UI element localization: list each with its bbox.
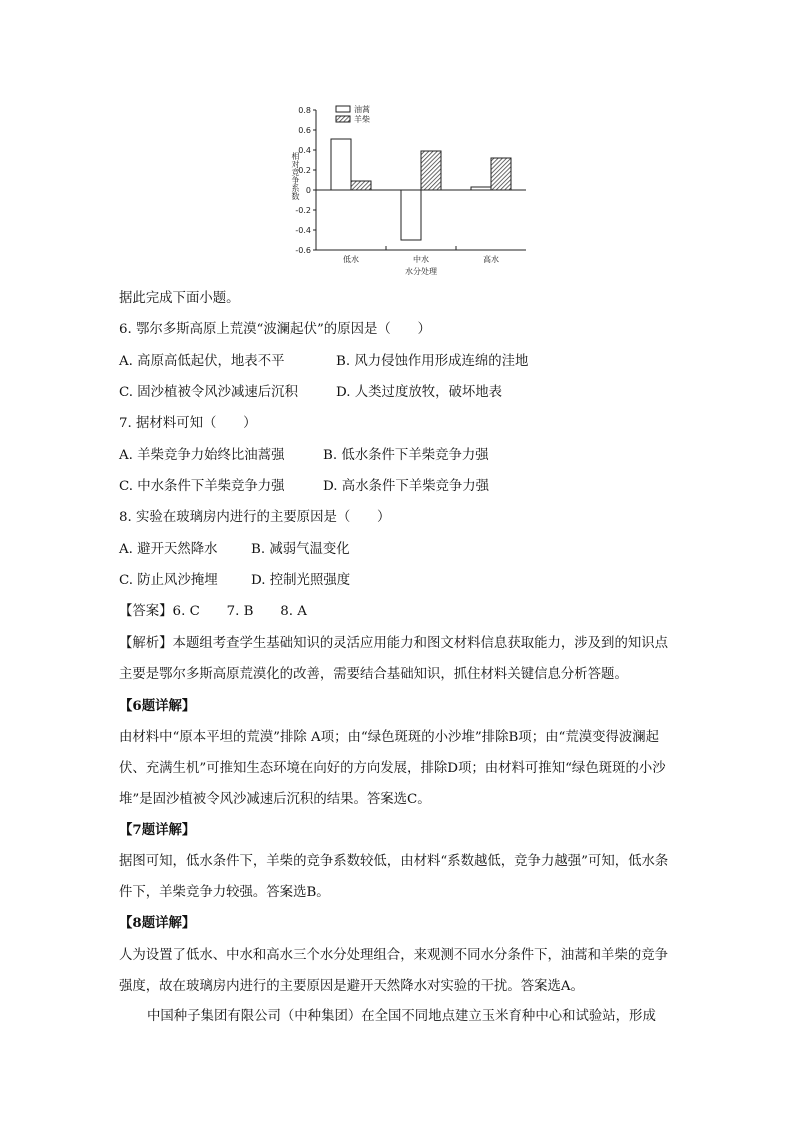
x-tick-label: 高水 — [483, 255, 499, 264]
q8-option-a: A. 避开天然降水 — [119, 542, 218, 557]
legend-swatch — [336, 106, 350, 112]
y-tick-label: -0.6 — [295, 246, 311, 255]
y-tick-label: 0.2 — [298, 166, 311, 175]
answer-line: 【答案】6. C 7. B 8. A — [119, 604, 307, 619]
detail-7-heading: 【7题详解】 — [119, 822, 196, 838]
analysis-paragraph: 【解析】本题组考查学生基础知识的灵活应用能力和图文材料信息获取能力，涉及到的知识点主要是鄂尔多斯高原荒漠化的改善，需要结合基础知识，抓住材料关键信息分析答题。 — [119, 636, 669, 682]
question-7: 7. 据材料可知（ ） — [119, 416, 257, 431]
bar-羊柴 — [491, 158, 511, 190]
detail-6-paragraph: 由材料中“原本平坦的荒漠”排除 A项；由“绿色斑斑的小沙堆”排除B项；由“荒漠变得波澜起伏、充满生机”可推知生态环境在向好的方向发展，排除D项；由材料可推知“绿色斑斑的小沙堆”是固沙植被令风沙减速后沉积的结果。答案选C。 — [119, 730, 666, 807]
chart-svg — [278, 102, 528, 278]
y-tick-label: -0.2 — [295, 206, 311, 215]
y-tick-label: 0.8 — [298, 106, 311, 115]
bar-油蒿 — [401, 190, 421, 240]
x-tick-label: 低水 — [343, 255, 359, 264]
legend-label: 油蒿 — [354, 105, 370, 114]
q7-option-b: B. 低水条件下羊柴竞争力强 — [323, 448, 489, 463]
bar-chart — [278, 102, 528, 278]
q7-option-c: C. 中水条件下羊柴竞争力强 — [119, 479, 285, 494]
legend-swatch — [336, 116, 350, 122]
q8-option-b: B. 减弱气温变化 — [251, 542, 350, 557]
q7-option-a: A. 羊柴竞争力始终比油蒿强 — [119, 448, 285, 463]
y-axis-label: 相对竞争系数 — [291, 152, 300, 200]
q6-option-c: C. 固沙植被令风沙减速后沉积 — [119, 385, 298, 400]
x-axis-title: 水分处理 — [405, 267, 437, 276]
y-tick-label: 0 — [305, 186, 311, 195]
detail-7-paragraph: 据图可知，低水条件下，羊柴的竞争系数较低，由材料“系数越低，竞争力越强”可知，低水条件下，羊柴竞争力较强。答案选B。 — [119, 854, 669, 900]
question-8: 8. 实验在玻璃房内进行的主要原因是（ ） — [119, 510, 391, 525]
question-6: 6. 鄂尔多斯高原上荒漠“波澜起伏”的原因是（ ） — [119, 322, 431, 337]
q6-option-a: A. 高原高低起伏，地表不平 — [119, 354, 285, 369]
q8-option-c: C. 防止风沙掩埋 — [119, 573, 218, 588]
bar-羊柴 — [421, 151, 441, 190]
detail-8-heading: 【8题详解】 — [119, 915, 196, 931]
q6-option-b: B. 风力侵蚀作用形成连绵的洼地 — [336, 354, 529, 369]
detail-8-paragraph: 人为设置了低水、中水和高水三个水分处理组合，来观测不同水分条件下，油蒿和羊柴的竞争强度，故在玻璃房内进行的主要原因是避开天然降水对实验的干扰。答案选A。 — [119, 948, 669, 994]
q8-option-d: D. 控制光照强度 — [251, 573, 351, 588]
q7-option-d: D. 高水条件下羊柴竞争力强 — [323, 479, 490, 494]
q6-option-d: D. 人类过度放牧，破坏地表 — [336, 385, 503, 400]
detail-6-heading: 【6题详解】 — [119, 698, 196, 714]
next-paragraph: 中国种子集团有限公司（中种集团）在全国不同地点建立玉米育种中心和试验站，形成 — [147, 1009, 656, 1024]
y-tick-label: -0.4 — [295, 226, 311, 235]
bar-油蒿 — [331, 139, 351, 190]
legend-label: 羊柴 — [354, 115, 370, 124]
bar-羊柴 — [351, 181, 371, 190]
y-tick-label: 0.4 — [298, 146, 311, 155]
bar-油蒿 — [471, 187, 491, 190]
y-tick-label: 0.6 — [298, 126, 311, 135]
intro-text: 据此完成下面小题。 — [119, 291, 240, 306]
x-tick-label: 中水 — [413, 255, 429, 264]
